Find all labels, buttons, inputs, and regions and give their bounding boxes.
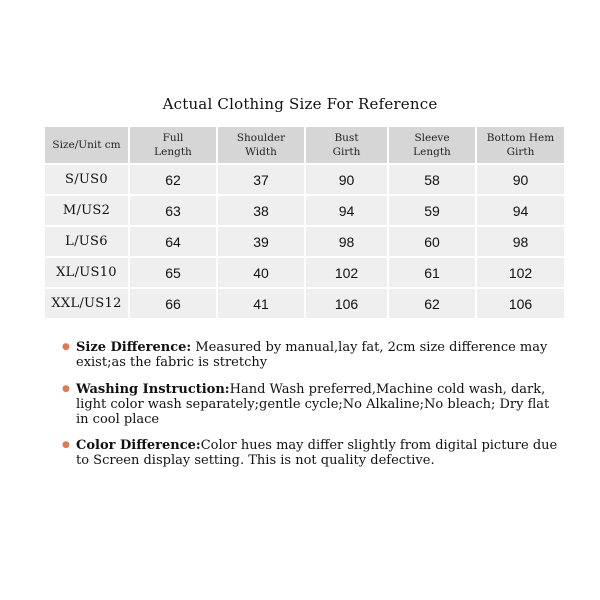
shoulder-width-cell: 40: [217, 257, 305, 288]
note-heading: Washing Instruction:: [76, 382, 230, 397]
bust-girth-cell: 106: [305, 288, 388, 319]
sleeve-length-cell: 62: [388, 288, 476, 319]
header-label-line: Bust: [334, 132, 359, 144]
full-length-cell: 64: [129, 226, 217, 257]
header-label-line: Girth: [332, 146, 361, 158]
bottom-hem-girth-cell: 102: [476, 257, 565, 288]
size-cell: S/US0: [45, 164, 129, 195]
note-size-difference: [62, 340, 562, 370]
header-label-line: Size/Unit cm: [52, 139, 121, 151]
bottom-hem-girth-cell: 90: [476, 164, 565, 195]
table-row: [45, 195, 565, 226]
note-body: [62, 438, 562, 468]
dot-icon: ●: [62, 342, 70, 352]
header-label-line: Shoulder: [236, 132, 286, 144]
table-header-row: [45, 127, 565, 164]
header-shoulder-width: [217, 127, 305, 164]
note-text: Measured by manual,lay fat, 2cm size difference may exist;as the fabric is stretchy: [76, 340, 548, 370]
header-bust-girth: [305, 127, 388, 164]
size-cell: M/US2: [45, 195, 129, 226]
bust-girth-cell: 98: [305, 226, 388, 257]
size-cell: L/US6: [45, 226, 129, 257]
header-full-length: [129, 127, 217, 164]
note-color-difference: [62, 438, 562, 468]
note-heading: Size Difference:: [76, 340, 192, 355]
size-table: [45, 127, 566, 320]
bust-girth-cell: 102: [305, 257, 388, 288]
table-row: [45, 164, 565, 195]
sleeve-length-cell: 58: [388, 164, 476, 195]
sleeve-length-cell: 59: [388, 195, 476, 226]
bust-girth-cell: 90: [305, 164, 388, 195]
header-label-line: Full: [162, 132, 184, 144]
full-length-cell: 65: [129, 257, 217, 288]
note-text: Hand Wash preferred,Machine cold wash, dark, light color wash separately;gentle cycle;No Alkaline;No bleach; Dry flat in cool place: [76, 382, 550, 427]
note-body: [62, 382, 562, 427]
dot-icon: ●: [62, 440, 70, 450]
sleeve-length-cell: 61: [388, 257, 476, 288]
page-title: Actual Clothing Size For Reference: [162, 95, 438, 113]
note-text: Color hues may differ slightly from digital picture due to Screen display setting. This is not quality defective.: [76, 438, 558, 468]
sleeve-length-cell: 60: [388, 226, 476, 257]
bottom-hem-girth-cell: 94: [476, 195, 565, 226]
table-row: [45, 288, 565, 319]
header-label-line: Girth: [506, 146, 535, 158]
size-cell: XXL/US12: [45, 288, 129, 319]
full-length-cell: 63: [129, 195, 217, 226]
note-washing-instruction: [62, 382, 562, 427]
dot-icon: ●: [62, 384, 70, 394]
size-cell: XL/US10: [45, 257, 129, 288]
shoulder-width-cell: 41: [217, 288, 305, 319]
header-label-line: Sleeve: [414, 132, 450, 144]
note-heading: Color Difference:: [76, 438, 201, 453]
header-bottom-hem-girth: [476, 127, 565, 164]
header-label-line: Width: [245, 146, 277, 158]
header-label-line: Length: [154, 146, 192, 158]
header-label-line: Bottom Hem: [486, 132, 555, 144]
shoulder-width-cell: 39: [217, 226, 305, 257]
full-length-cell: 66: [129, 288, 217, 319]
note-body: [62, 340, 562, 370]
header-label-line: Length: [413, 146, 451, 158]
table-row: [45, 226, 565, 257]
bottom-hem-girth-cell: 98: [476, 226, 565, 257]
bottom-hem-girth-cell: 106: [476, 288, 565, 319]
shoulder-width-cell: 37: [217, 164, 305, 195]
header-size-unit: [45, 127, 129, 164]
shoulder-width-cell: 38: [217, 195, 305, 226]
header-sleeve-length: [388, 127, 476, 164]
full-length-cell: 62: [129, 164, 217, 195]
table-row: [45, 257, 565, 288]
bust-girth-cell: 94: [305, 195, 388, 226]
